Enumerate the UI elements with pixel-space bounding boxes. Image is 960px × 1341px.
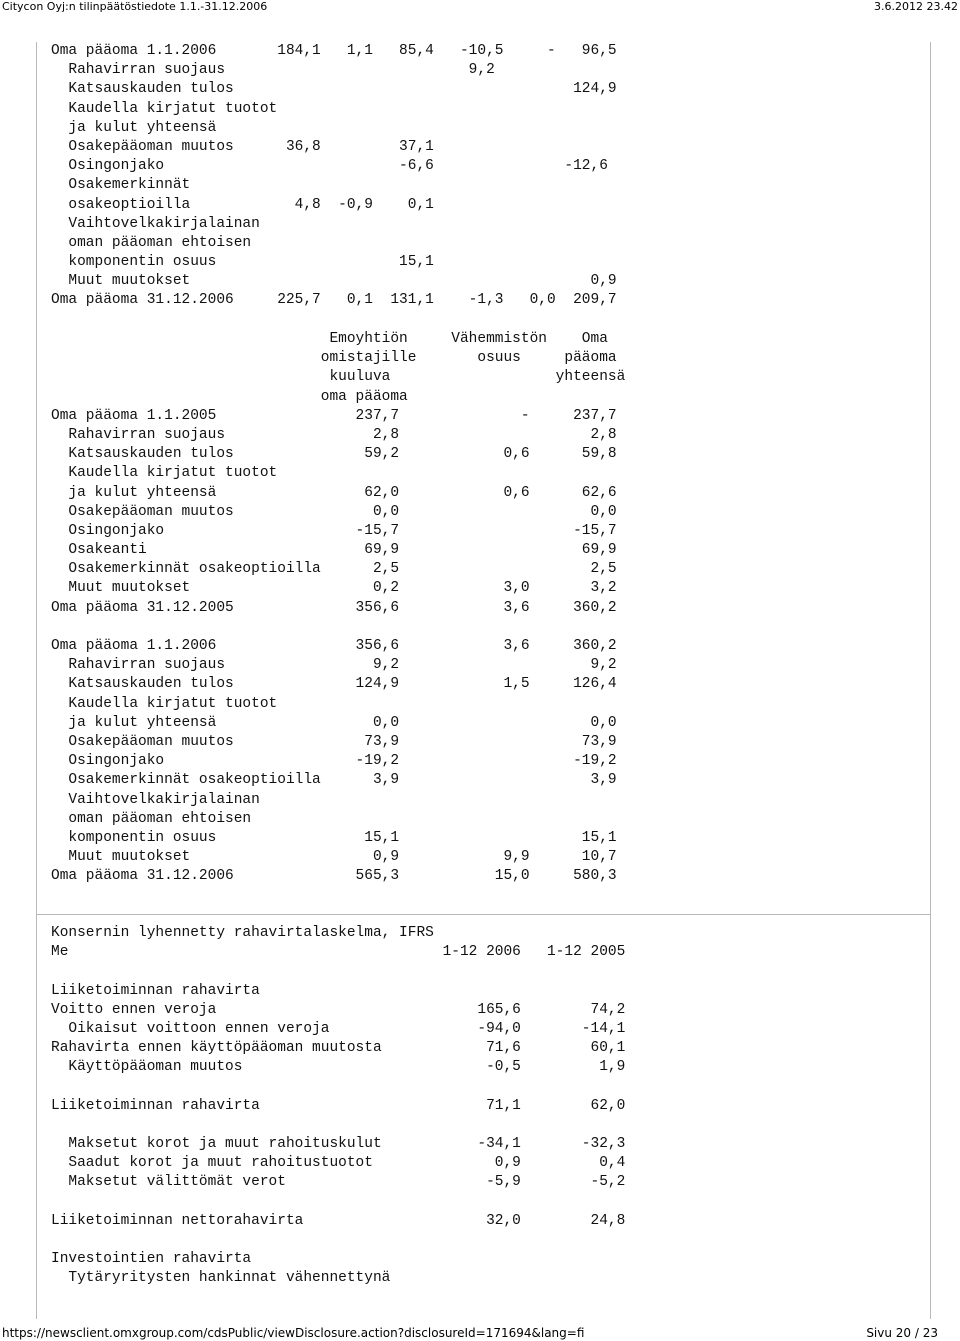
text-line: komponentin osuus 15,1	[51, 254, 434, 271]
text-line	[51, 1116, 625, 1135]
text-line: Konsernin lyhennetty rahavirtalaskelma, IFRS	[51, 925, 434, 941]
page-number: Sivu 20 / 23	[866, 1326, 938, 1340]
text-line: ja kulut yhteensä 0,0 0,0	[51, 714, 617, 731]
text-line: Muut muutokset 0,2 3,0 3,2	[51, 580, 617, 597]
text-line: Rahavirran suojaus 9,2	[51, 62, 495, 79]
text-line: Rahavirran suojaus 2,8 2,8	[51, 426, 617, 443]
text-line: Muut muutokset 0,9 9,9 10,7	[51, 849, 617, 866]
text-line: Kaudella kirjatut tuotot	[51, 100, 278, 117]
text-line: Katsauskauden tulos 124,9 1,5 126,4	[51, 676, 617, 693]
cash-flow-statement	[51, 924, 625, 1289]
text-line: Osakepääoman muutos 36,8 37,1	[51, 138, 434, 155]
text-line: Osakeanti 69,9 69,9	[51, 542, 617, 559]
text-line: Maksetut välittömät verot -5,9 -5,2	[51, 1174, 626, 1191]
text-line: Osakepääoman muutos 73,9 73,9	[51, 733, 617, 750]
text-line: komponentin osuus 15,1 15,1	[51, 829, 617, 846]
section-divider	[36, 914, 931, 915]
text-line: Vaihtovelkakirjalainan	[51, 215, 260, 232]
text-line: Oma pääoma 1.1.2006 356,6 3,6 360,2	[51, 638, 617, 654]
text-line: ja kulut yhteensä 62,0 0,6 62,6	[51, 484, 617, 501]
text-line: Muut muutokset 0,9	[51, 273, 617, 290]
text-line: Liiketoiminnan nettorahavirta 32,0 24,8	[51, 1212, 626, 1229]
text-line: Oma pääoma 31.12.2005 356,6 3,6 360,2	[51, 599, 617, 616]
text-line: Oma pääoma 1.1.2005 237,7 - 237,7	[51, 407, 617, 424]
text-line: Emoyhtiön Vähemmistön Oma	[51, 331, 608, 347]
text-line: Tytäryritysten hankinnat vähennettynä	[51, 1270, 391, 1287]
text-line: ja kulut yhteensä	[51, 119, 217, 136]
text-line: Saadut korot ja muut rahoitustuotot 0,9 0,4	[51, 1155, 626, 1172]
browser-print-footer	[0, 1325, 960, 1341]
text-line: Liiketoiminnan rahavirta	[51, 982, 260, 999]
text-line: Osakemerkinnät osakeoptioilla 3,9 3,9	[51, 772, 617, 789]
equity-statement-2006	[51, 42, 617, 311]
text-line	[51, 1231, 625, 1250]
text-line	[51, 618, 625, 637]
text-line: Vaihtovelkakirjalainan	[51, 791, 260, 808]
text-line: Maksetut korot ja muut rahoituskulut -34,1 -32,3	[51, 1136, 626, 1153]
text-line: omistajille osuus pääoma	[51, 350, 617, 367]
left-border-upper	[36, 42, 37, 914]
text-line: Käyttöpääoman muutos -0,5 1,9	[51, 1059, 626, 1076]
text-line: kuuluva yhteensä	[51, 369, 626, 386]
text-line: Oikaisut voittoon ennen veroja -94,0 -14,1	[51, 1020, 626, 1037]
text-line: Oma pääoma 31.12.2006 225,7 0,1 131,1 -1,3 0,0 209,7	[51, 292, 617, 309]
source-url: https://newsclient.omxgroup.com/cdsPublic/viewDisclosure.action?disclosureId=171694&lang=fi	[2, 1326, 585, 1340]
text-line: Rahavirran suojaus 9,2 9,2	[51, 657, 617, 674]
text-line	[51, 962, 625, 981]
right-border-lower	[930, 914, 931, 1319]
browser-print-header	[0, 0, 960, 14]
text-line: Kaudella kirjatut tuotot	[51, 465, 278, 482]
text-line: Osakepääoman muutos 0,0 0,0	[51, 503, 617, 520]
text-line: osakeoptioilla 4,8 -0,9 0,1	[51, 196, 434, 213]
text-line: oman pääoman ehtoisen	[51, 810, 252, 827]
text-line: Osingonjako -19,2 -19,2	[51, 753, 617, 770]
text-line	[51, 1078, 625, 1097]
text-line: Osakemerkinnät osakeoptioilla 2,5 2,5	[51, 561, 617, 578]
text-line: Investointien rahavirta	[51, 1251, 252, 1268]
text-line: Osingonjako -15,7 -15,7	[51, 522, 617, 539]
left-border-lower	[36, 914, 37, 1319]
text-line: Osingonjako -6,6 -12,6	[51, 158, 608, 175]
text-line: Oma pääoma 1.1.2006 184,1 1,1 85,4 -10,5 - 96,5	[51, 43, 617, 59]
text-line: oma pääoma	[51, 388, 408, 405]
text-line: Me 1-12 2006 1-12 2005	[51, 944, 626, 961]
text-line: oman pääoman ehtoisen	[51, 234, 252, 251]
text-line: Liiketoiminnan rahavirta 71,1 62,0	[51, 1097, 626, 1114]
print-timestamp: 3.6.2012 23.42	[874, 0, 958, 13]
text-line	[51, 1193, 625, 1212]
right-border-upper	[930, 42, 931, 914]
equity-statement-summary	[51, 330, 625, 886]
document-title: Citycon Oyj:n tilinpäätöstiedote 1.1.-31.12.2006	[2, 0, 268, 13]
text-line: Osakemerkinnät	[51, 177, 191, 194]
text-line: Oma pääoma 31.12.2006 565,3 15,0 580,3	[51, 868, 617, 885]
text-line: Kaudella kirjatut tuotot	[51, 695, 278, 712]
text-line: Rahavirta ennen käyttöpääoman muutosta 71,6 60,1	[51, 1040, 626, 1057]
text-line: Katsauskauden tulos 124,9	[51, 81, 617, 98]
text-line: Katsauskauden tulos 59,2 0,6 59,8	[51, 446, 617, 463]
text-line: Voitto ennen veroja 165,6 74,2	[51, 1001, 626, 1018]
